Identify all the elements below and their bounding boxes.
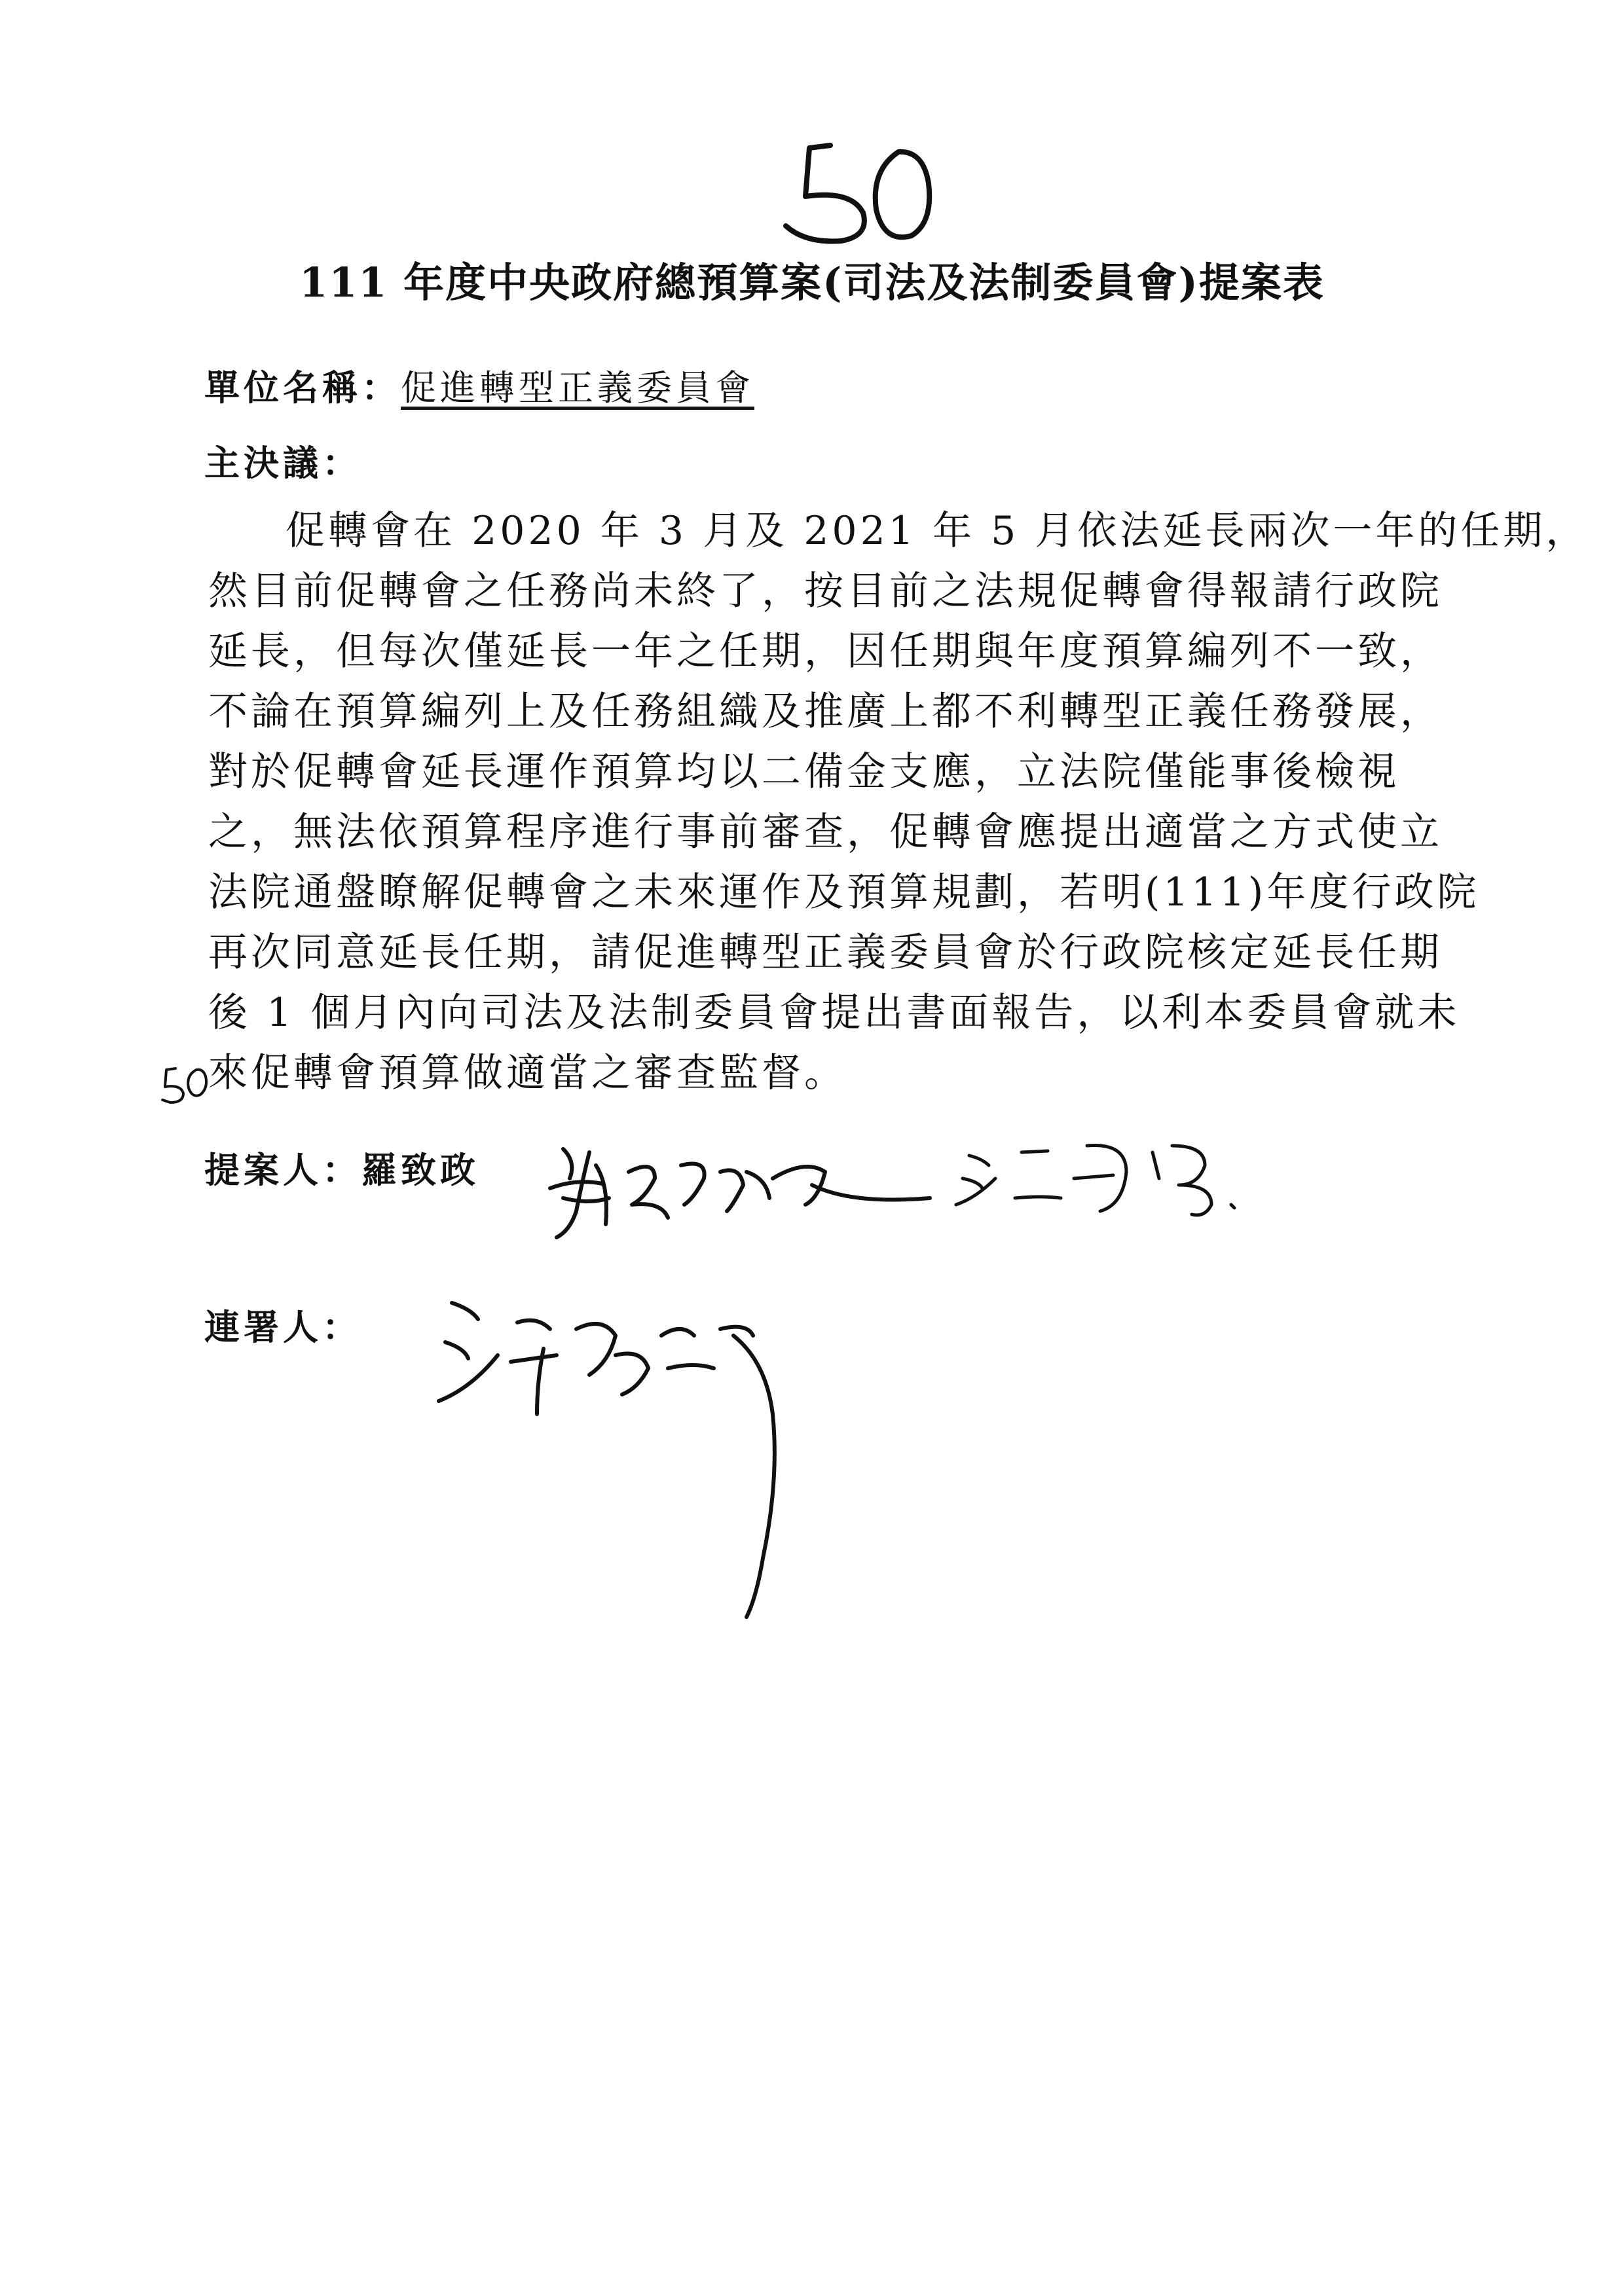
resolution-line: 再次同意延長任期，請促進轉型正義委員會於行政院核定延長任期 bbox=[208, 930, 1443, 975]
resolution-line: 不論在預算編列上及任務組織及推廣上都不利轉型正義任務發展， bbox=[208, 689, 1443, 735]
document-title: 111 年度中央政府總預算案(司法及法制委員會)提案表 bbox=[299, 259, 1325, 306]
resolution-line: 後 1 個月內向司法及法制委員會提出書面報告，以利本委員會就未 bbox=[208, 990, 1460, 1036]
unit-label: 單位名稱： bbox=[204, 367, 401, 409]
resolution-line: 之，無法依預算程序進行事前審查，促轉會應提出適當之方式使立 bbox=[208, 809, 1443, 855]
resolution-line: 延長，但每次僅延長一年之任期，因任期與年度預算編列不一致， bbox=[208, 629, 1443, 674]
unit-name: 促進轉型正義委員會 bbox=[401, 367, 754, 409]
resolution-line: 對於促轉會延長運作預算均以二備金支應，立法院僅能事後檢視 bbox=[208, 749, 1400, 795]
proposer-name: 羅致政 bbox=[361, 1149, 479, 1191]
cosigner-label: 連署人： bbox=[204, 1306, 361, 1348]
resolution-label: 主決議： bbox=[204, 442, 361, 484]
proposer-label: 提案人： bbox=[204, 1149, 361, 1191]
resolution-line: 促轉會在 2020 年 3 月及 2021 年 5 月依法延長兩次一年的任期， bbox=[286, 508, 1589, 554]
resolution-line: 法院通盤瞭解促轉會之未來運作及預算規劃，若明(111)年度行政院 bbox=[208, 869, 1480, 915]
resolution-line: 然目前促轉會之任務尚未終了，按目前之法規促轉會得報請行政院 bbox=[208, 568, 1443, 614]
resolution-line: 來促轉會預算做適當之審查監督。 bbox=[208, 1050, 847, 1096]
